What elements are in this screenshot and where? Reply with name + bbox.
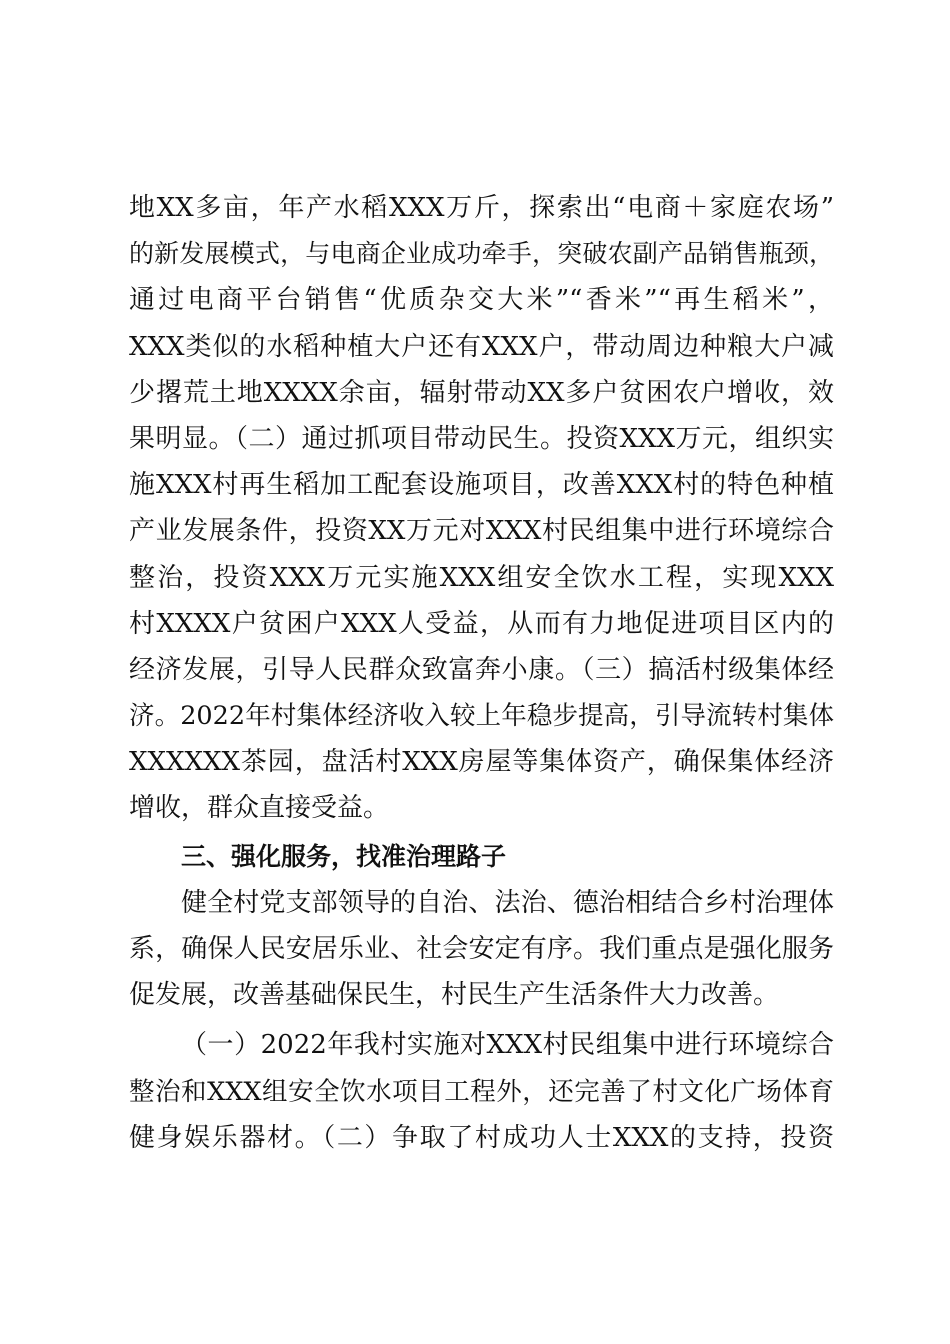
text-line: （一）2022年我村实施对XXX村民组集中进行环境综合 bbox=[181, 1030, 834, 1061]
text-line: 增收，群众直接受益。 bbox=[129, 793, 390, 824]
section-heading: 三、强化服务，找准治理路子 bbox=[181, 841, 507, 871]
text-line: 促发展，改善基础保民生，村民生产生活条件大力改善。 bbox=[129, 980, 780, 1011]
document-page bbox=[129, 185, 834, 1161]
text-line: 产业发展条件，投资XX万元对XXX村民组集中进行环境综合 bbox=[129, 516, 834, 547]
text-line: 健身娱乐器材。（二）争取了村成功人士XXX的支持，投资 bbox=[129, 1122, 834, 1153]
text-line: 整治和XXX组安全饮水项目工程外，还完善了村文化广场体育 bbox=[129, 1076, 834, 1107]
text-line: 通过电商平台销售“优质杂交大米”“香米”“再生稻米”， bbox=[129, 285, 834, 316]
text-line: 少撂荒土地XXXX余亩，辐射带动XX多户贫困农户增收，效 bbox=[129, 377, 834, 408]
text-line: 济。2022年村集体经济收入较上年稳步提高，引导流转村集体 bbox=[129, 701, 834, 732]
paragraph-governance bbox=[129, 880, 834, 1019]
text-line: 经济发展，引导人民群众致富奔小康。（三）搞活村级集体经 bbox=[129, 654, 834, 685]
text-line: 健全村党支部领导的自治、法治、德治相结合乡村治理体 bbox=[181, 887, 834, 918]
paragraph-environment bbox=[129, 1022, 834, 1161]
paragraph-project-development bbox=[129, 185, 834, 832]
text-line: 地XX多亩，年产水稻XXX万斤，探索出“电商＋家庭农场” bbox=[129, 193, 834, 223]
text-line: 村XXXX户贫困户XXX人受益，从而有力地促进项目区内的 bbox=[129, 608, 834, 639]
text-line: 整治，投资XXX万元实施XXX组安全饮水工程，实现XXX bbox=[129, 562, 834, 593]
text-line: 施XXX村再生稻加工配套设施项目，改善XXX村的特色种植 bbox=[129, 470, 834, 501]
text-line: XXXXXX茶园，盘活村XXX房屋等集体资产，确保集体经济 bbox=[129, 747, 834, 778]
text-line: XXX类似的水稻种植大户还有XXX户，带动周边种粮大户减 bbox=[129, 331, 834, 362]
text-line: 的新发展模式，与电商企业成功牵手，突破农副产品销售瓶颈， bbox=[129, 239, 834, 269]
text-line: 系，确保人民安居乐业、社会安定有序。我们重点是强化服务 bbox=[129, 934, 834, 964]
text-line: 果明显。（二）通过抓项目带动民生。投资XXX万元，组织实 bbox=[129, 423, 834, 454]
